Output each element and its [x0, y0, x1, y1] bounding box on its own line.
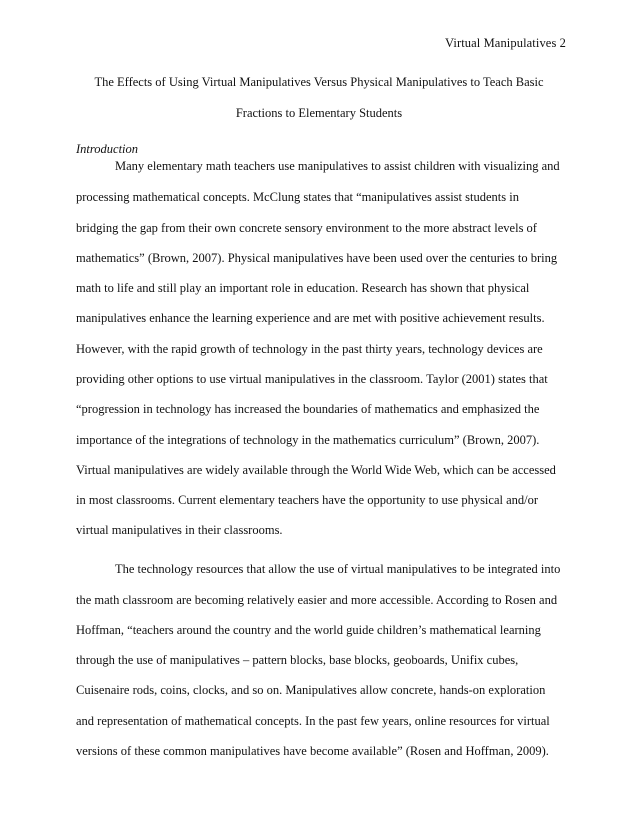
running-head: Virtual Manipulatives 2 — [445, 36, 566, 50]
paragraph-line: importance of the integrations of technology in the mathematics curriculum” (Brown, 2007). — [76, 433, 540, 447]
paragraph-line: math to life and still play an important role in education. Research has shown that physical — [76, 281, 530, 295]
paragraph-line: processing mathematical concepts. McClung states that “manipulatives assist students in — [76, 190, 519, 204]
paragraph-line: the math classroom are becoming relatively easier and more accessible. According to Rosen and — [76, 593, 558, 607]
paragraph-line: bridging the gap from their own concrete sensory environment to the more abstract levels of — [76, 221, 537, 235]
paper-title-line-2: Fractions to Elementary Students — [235, 106, 403, 120]
paragraph-line: However, with the rapid growth of technology in the past thirty years, technology devices are — [76, 342, 543, 356]
paper-title-line-1: The Effects of Using Virtual Manipulatives Versus Physical Manipulatives to Teach Basic — [94, 75, 544, 89]
paragraph-line: “progression in technology has increased the boundaries of mathematics and emphasized the — [76, 402, 540, 416]
paragraph-line: The technology resources that allow the use of virtual manipulatives to be integrated into — [115, 562, 561, 576]
paragraph-line: manipulatives enhance the learning experience and are met with positive achievement results. — [76, 311, 545, 325]
paragraph-line: Virtual manipulatives are widely available through the World Wide Web, which can be accessed — [76, 463, 556, 477]
paragraph-line: and representation of mathematical concepts. In the past few years, online resources for virtual — [76, 714, 550, 728]
paragraph-line: versions of these common manipulatives have become available” (Rosen and Hoffman, 2009). — [76, 744, 549, 758]
paragraph-line: through the use of manipulatives – pattern blocks, base blocks, geoboards, Unifix cubes, — [76, 653, 519, 667]
paragraph-line: Hoffman, “teachers around the country and the world guide children’s mathematical learning — [76, 623, 541, 637]
paragraph-line: providing other options to use virtual manipulatives in the classroom. Taylor (2001) states that — [76, 372, 548, 386]
paragraph-line: Many elementary math teachers use manipulatives to assist children with visualizing and — [115, 159, 560, 173]
section-heading-introduction: Introduction — [76, 142, 139, 156]
paragraph-line: virtual manipulatives in their classrooms. — [76, 523, 283, 537]
paragraph-line: in most classrooms. Current elementary teachers have the opportunity to use physical and/or — [76, 493, 539, 507]
paragraph-line: Cuisenaire rods, coins, clocks, and so on. Manipulatives allow concrete, hands-on exploration — [76, 683, 546, 697]
paragraph-line: mathematics” (Brown, 2007). Physical manipulatives have been used over the centuries to bring — [76, 251, 558, 265]
